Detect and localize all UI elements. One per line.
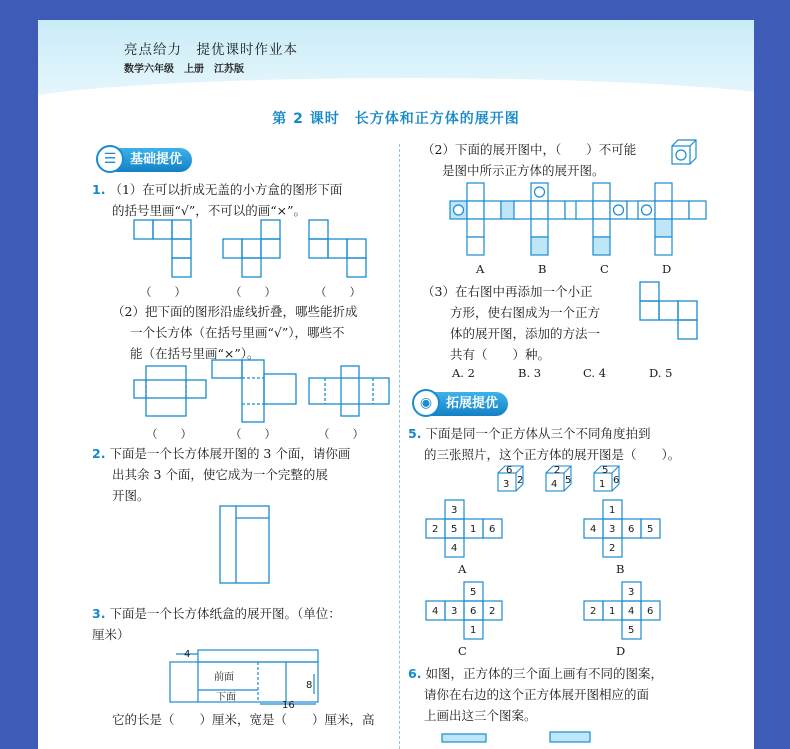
q5-netb-r2: 3 (609, 524, 616, 535)
q1-2-net-a-option (450, 183, 518, 255)
q1-2-net-c (309, 366, 389, 416)
q5-cube2-side: 5 (565, 475, 572, 486)
q5-netd-r1: 2 (590, 606, 597, 617)
q5-net-b (584, 500, 660, 558)
q5-cube3-front: 1 (599, 479, 606, 490)
q1-3-line2: 方形，使右图成为一个正方 (450, 305, 601, 320)
q5-netc-top: 5 (470, 587, 477, 598)
q5-netb-r4: 5 (647, 524, 654, 535)
q5-neta-top: 3 (451, 505, 458, 516)
q3-text (92, 604, 341, 624)
target-icon: ◉ (412, 389, 440, 417)
q3-line1: 下面是一个长方体纸盒的展开图。（单位： (109, 606, 341, 621)
q5-net-a (426, 500, 502, 558)
q5-cube-photo-1 (498, 466, 524, 492)
q5-netb-r1: 4 (590, 524, 597, 535)
q1-1-answer-c[interactable]: （ ） (315, 285, 361, 299)
q5-label-b: B (616, 562, 625, 576)
q6-figure-top (442, 728, 592, 742)
q5-netd-r2: 1 (609, 606, 616, 617)
section-extend-badge (416, 392, 508, 416)
q5-cube2-front: 4 (551, 479, 558, 490)
q5-label-c: C (458, 644, 467, 658)
q1-part2-line2: 一个长方体（在括号里画“√”），哪些不 (130, 325, 345, 340)
q5-netd-top: 3 (628, 587, 635, 598)
q1-2-line2: 是图中所示正方体的展开图。 (442, 163, 605, 178)
q5-cube1-side: 2 (517, 475, 524, 486)
q5-label-d: D (616, 644, 626, 658)
q5-net-d (584, 582, 660, 640)
q5-cube-photo-3 (594, 466, 620, 492)
q5-cube1-front: 3 (503, 479, 510, 490)
q6-line1: 如图，正方体的三个面上画有不同的图案， (425, 666, 663, 681)
q1-1-net-c (309, 220, 369, 278)
q6-number: 6. (408, 666, 422, 681)
q3-dim-8: 8 (306, 680, 313, 691)
q3-face-front: 前面 (214, 672, 234, 683)
q1-3-line4: 共有（ ）种。 (450, 347, 551, 362)
q6-text (408, 664, 663, 684)
q5-neta-r2: 5 (451, 524, 458, 535)
q1-3-choice-c[interactable]: C. 4 (583, 366, 607, 380)
q5-neta-r4: 6 (489, 524, 496, 535)
q1-part2-line1: （2）把下面的图形沿虚线折叠，哪些能折成 (112, 304, 358, 319)
book-subtitle: 数学六年级 上册 江苏版 (124, 64, 244, 75)
q5-neta-r1: 2 (432, 524, 439, 535)
q6-line2: 请你在右边的这个正方体展开图相应的面 (424, 687, 650, 702)
q5-cube3-top: 5 (602, 465, 609, 476)
q5-netc-r3: 6 (470, 606, 477, 617)
q1-3-line3: 体的展开图，添加的方法一 (450, 326, 601, 341)
q1-2-label-a: A (476, 262, 485, 276)
brand-title: 亮点给力 提优课时作业本 (124, 42, 298, 58)
q5-text (408, 424, 650, 444)
q1-3-choice-b[interactable]: B. 3 (518, 366, 542, 380)
q1-2-line1: （2）下面的展开图中，（ ）不可能 (422, 142, 637, 157)
q5-line2: 的三张照片，这个正方体的展开图是（ ）。 (424, 447, 681, 462)
q1-part2-line3: 能（在括号里画“×”）。 (130, 346, 260, 361)
q5-netc-r1: 4 (432, 606, 439, 617)
q1-2-label-c: C (600, 262, 609, 276)
q5-netc-r2: 3 (451, 606, 458, 617)
q5-cube-photo-2 (546, 466, 572, 492)
q3-dim-16: 16 (282, 700, 295, 711)
q5-cube3-side: 6 (613, 475, 620, 486)
book-icon: ☰ (96, 145, 124, 173)
q5-netd-r4: 6 (647, 606, 654, 617)
q1-2-net-c-option (576, 183, 644, 255)
q5-label-a: A (458, 562, 467, 576)
q1-2-net-d-option (638, 183, 706, 255)
q1-number: 1. (92, 182, 106, 197)
q1-3-partial-net (640, 282, 698, 340)
q1-1-net-b (223, 220, 283, 278)
q1-1-answer-a[interactable]: （ ） (140, 285, 186, 299)
section-extend-label: 拓展提优 (446, 396, 499, 411)
q2-line1: 下面是一个长方体展开图的 3 个面，请你画 (109, 446, 351, 461)
q2-line3: 开图。 (112, 488, 150, 503)
q2-number: 2. (92, 446, 106, 461)
column-divider (399, 144, 400, 749)
q1-text (92, 180, 342, 200)
q2-line2: 出其余 3 个面，使它成为一个完整的展 (112, 467, 328, 482)
q1-3-choice-a[interactable]: A. 2 (452, 366, 475, 380)
q3-box-net (170, 644, 326, 710)
q2-text (92, 444, 350, 464)
q5-netd-r3: 4 (628, 606, 635, 617)
q5-netb-top: 1 (609, 505, 616, 516)
worksheet-page (38, 20, 754, 749)
q5-neta-r3: 1 (470, 524, 477, 535)
q1-part1-line1: （1）在可以折成无盖的小方盒的图形下面 (109, 182, 343, 197)
section-basic-label: 基础提优 (130, 152, 183, 167)
q1-2-label-d: D (662, 262, 672, 276)
q3-number: 3. (92, 606, 106, 621)
q1-3-choice-d[interactable]: D. 5 (649, 366, 673, 380)
q5-net-c (426, 582, 502, 640)
section-basic-badge (100, 148, 192, 172)
q5-cube1-top: 6 (506, 465, 513, 476)
q2-partial-net (220, 506, 270, 584)
q1-2-label-b: B (538, 262, 547, 276)
q3-answer-line: 它的长是（ ）厘米，宽是（ ）厘米，高 (112, 712, 375, 727)
q1-1-answer-b[interactable]: （ ） (230, 285, 276, 299)
q1-3-line1: （3）在右图中再添加一个小正 (422, 284, 593, 299)
q1-2-net-b-option (514, 183, 582, 255)
q5-neta-bottom: 4 (451, 543, 458, 554)
q3-dim-4: 4 (184, 649, 191, 660)
q5-number: 5. (408, 426, 422, 441)
q3-line2: 厘米） (92, 627, 130, 642)
q5-line1: 下面是同一个正方体从三个不同角度拍到 (425, 426, 651, 441)
lesson-title: 第 2 课时 长方体和正方体的展开图 (272, 111, 520, 127)
q1-2-answer-c[interactable]: （ ） (318, 427, 364, 441)
q1-2-net-b (212, 360, 298, 422)
q6-line3: 上画出这三个图案。 (424, 708, 537, 723)
q5-cube2-top: 2 (554, 465, 561, 476)
q5-netc-bottom: 1 (470, 625, 477, 636)
q1-1-net-a (134, 220, 194, 278)
cube-with-circle-icon (672, 140, 698, 166)
q1-2-answer-a[interactable]: （ ） (146, 427, 192, 441)
q5-netd-bottom: 5 (628, 625, 635, 636)
q5-netb-bottom: 2 (609, 543, 616, 554)
q5-netc-r4: 2 (489, 606, 496, 617)
q3-face-bottom: 下面 (216, 692, 236, 703)
q1-part1-line2: 的括号里画“√”，不可以的画“×”。 (112, 203, 307, 218)
q5-netb-r3: 6 (628, 524, 635, 535)
q1-2-net-a (134, 366, 206, 416)
q1-2-answer-b[interactable]: （ ） (230, 427, 276, 441)
